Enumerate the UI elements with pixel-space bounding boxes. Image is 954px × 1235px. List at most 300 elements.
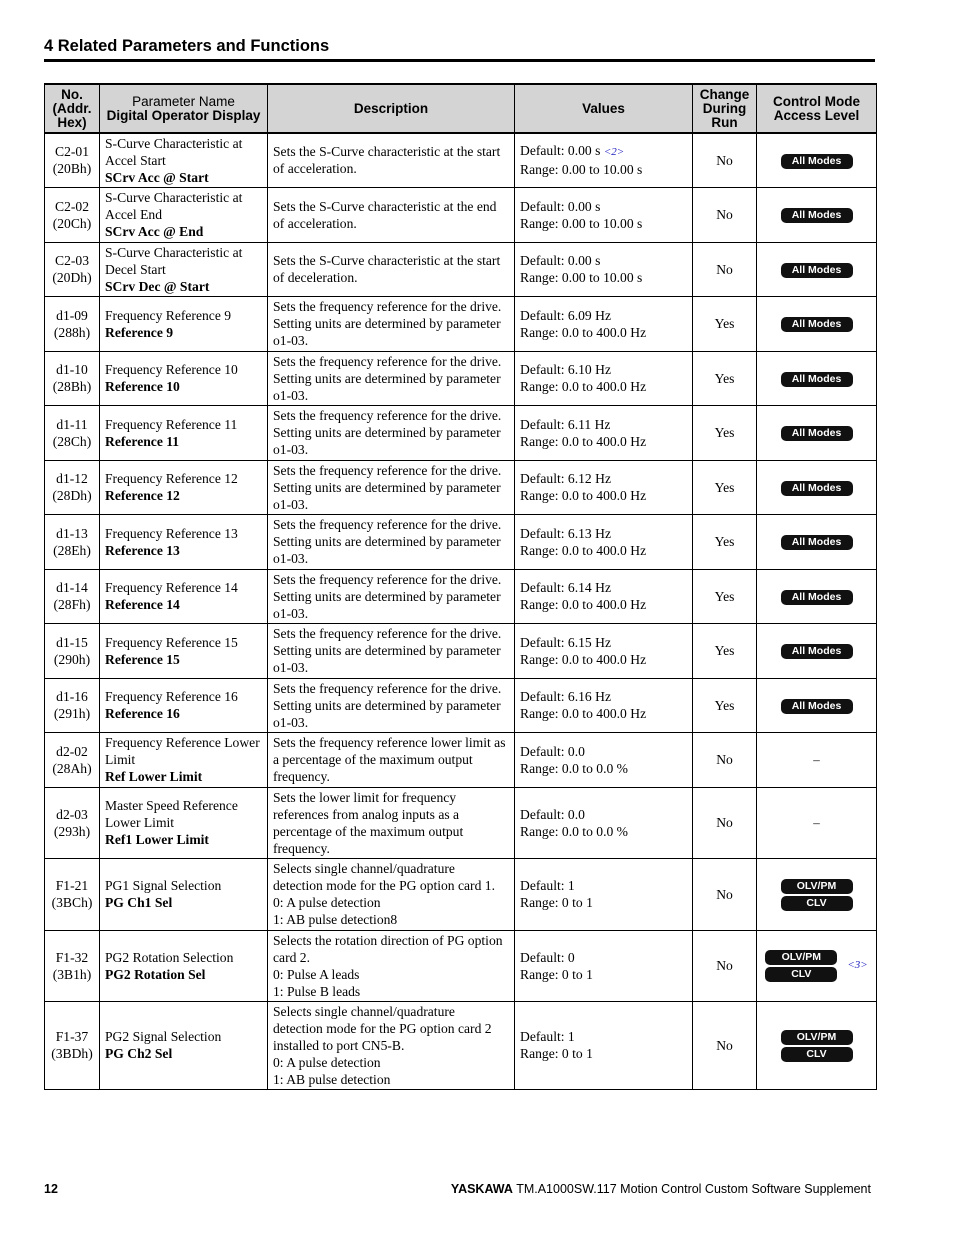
header-rule [44,59,875,62]
control-mode-badge: All Modes [781,481,853,496]
param-name-cell [100,732,268,787]
param-number-cell [45,405,100,460]
description-cell [268,732,515,787]
table-row [45,460,877,514]
description-line: Sets the S-Curve characteristic at the start [273,253,501,268]
param-name: Frequency Reference 9 [105,307,232,323]
description-line: Sets the S-Curve characteristic at the start [273,144,501,160]
description-line: Sets the lower limit for frequency [273,789,457,805]
mode-note-ref-link[interactable]: <3> [847,959,868,971]
param-name: S-Curve Characteristic at [105,190,243,205]
description-line: Sets the frequency reference for the drive. [273,408,502,423]
description-line: Setting units are determined by parameter [273,316,501,331]
change-during-run-cell: No [693,242,757,296]
param-address: (28Bh) [52,379,92,394]
param-number: d1-11 [56,416,88,432]
param-number: d2-03 [56,806,88,822]
description-line: Selects single channel/quadrature [273,1003,455,1019]
col-header-change-during-run: Change During Run [693,84,757,133]
control-mode-cell [757,678,877,732]
description-line: 1: Pulse B leads [273,983,361,999]
param-number: d1-15 [56,634,88,650]
description-line: Sets the frequency reference lower limit as [273,735,506,750]
table-row [45,569,877,623]
change-during-run-cell: Yes [693,405,757,460]
param-number-cell [45,242,100,296]
param-number-cell [45,678,100,732]
default-value: Default: 6.09 Hz [520,307,611,323]
description-line: Sets the frequency reference for the drive. [273,299,502,314]
control-mode-cell [757,296,877,351]
param-number: d1-12 [56,471,88,486]
param-number: d1-09 [56,307,88,323]
param-name: Master Speed Reference [105,798,238,813]
description-line: 1: AB pulse detection8 [273,912,398,927]
control-mode-badge: OLV/PM [765,950,837,965]
table-row [45,405,877,460]
mode-badges [781,589,853,606]
param-name: Decel Start [105,261,166,277]
description-cell [268,1001,515,1089]
default-value: Default: 1 [520,1029,575,1044]
param-number-cell [45,133,100,187]
description-cell [268,133,515,187]
mode-badges [781,425,853,442]
control-mode-badge: All Modes [781,154,853,169]
description-line: percentage of the maximum output [273,823,464,839]
values-cell [515,460,693,514]
description-line: Setting units are determined by parameter [273,425,501,440]
default-value: Default: 0.0 [520,743,585,759]
description-cell [268,405,515,460]
param-name-cell [100,405,268,460]
param-number-cell [45,460,100,514]
table-row [45,514,877,569]
mode-badges [781,534,853,551]
param-address: (20Ch) [52,215,92,231]
control-mode-cell [757,405,877,460]
control-mode-cell [757,787,877,858]
param-name-cell [100,858,268,930]
description-line: frequency. [273,769,330,784]
footer-brand: YASKAWA [450,1182,513,1196]
change-during-run-cell: Yes [693,569,757,623]
param-address: (20Bh) [52,161,92,177]
param-name-cell [100,623,268,678]
range-value: Range: 0.0 to 400.0 Hz [520,488,647,503]
control-mode-badge: All Modes [781,426,853,441]
col-header-control-mode: Control Mode Access Level [757,84,877,133]
description-line: of acceleration. [273,215,357,231]
param-number: d1-10 [56,362,88,377]
mode-badges [781,698,853,715]
param-address: (28Eh) [53,542,91,558]
default-value: Default: 6.13 Hz [520,525,611,541]
param-name-cell [100,678,268,732]
range-value: Range: 0 to 1 [520,966,593,982]
mode-badges [781,262,853,279]
no-mode-dash: – [813,752,820,767]
param-name: Frequency Reference 11 [105,416,238,432]
values-cell [515,1001,693,1089]
range-value: Range: 0.00 to 10.00 s [520,270,643,285]
description-line: Setting units are determined by parameter [273,534,501,549]
param-number: d1-13 [56,525,88,541]
mode-badges [781,643,853,660]
control-mode-cell [757,1001,877,1089]
range-value: Range: 0.0 to 0.0 % [520,823,628,839]
range-value: Range: 0.00 to 10.00 s [520,162,643,178]
change-during-run-cell: Yes [693,460,757,514]
table-row [45,351,877,405]
control-mode-cell [757,623,877,678]
description-line: installed to port CN5-B. [273,1037,405,1053]
default-value: Default: 6.11 Hz [520,416,611,432]
col-header-name: Parameter Name Digital Operator Display [100,84,268,133]
parameter-table [44,83,877,1090]
operator-display: PG Ch2 Sel [105,1046,173,1061]
range-value: Range: 0.00 to 10.00 s [520,215,643,231]
change-during-run-cell: Yes [693,514,757,569]
range-value: Range: 0.0 to 400.0 Hz [520,706,647,721]
default-value: Default: 6.10 Hz [520,362,611,377]
description-line: references from analog inputs as a [273,806,460,822]
control-mode-cell [757,514,877,569]
operator-display: Reference 9 [105,324,174,340]
control-mode-badge: All Modes [781,317,853,332]
param-name-cell [100,351,268,405]
param-name: Frequency Reference 12 [105,471,238,486]
description-line: Selects single channel/quadrature [273,861,455,876]
operator-display: Reference 15 [105,651,180,667]
param-name-cell [100,460,268,514]
description-line: card 2. [273,949,310,965]
param-number: d1-14 [56,580,88,595]
param-name: Frequency Reference 15 [105,634,238,650]
operator-display: PG2 Rotation Sel [105,966,206,982]
table-row [45,187,877,242]
description-line: o1-03. [273,660,309,675]
control-mode-cell [757,930,877,1001]
param-name-cell [100,569,268,623]
param-address: (288h) [53,324,91,340]
change-during-run-cell: Yes [693,623,757,678]
change-during-run-cell: No [693,1001,757,1089]
description-line: Setting units are determined by parameter [273,588,501,604]
param-number: C2-03 [55,253,89,268]
change-during-run-cell: No [693,930,757,1001]
control-mode-badge: All Modes [781,699,853,714]
param-number-cell [45,930,100,1001]
default-value: Default: 1 [520,878,575,893]
default-value: Default: 6.15 Hz [520,634,611,650]
control-mode-badge: All Modes [781,535,853,550]
footer-doc-title: TM.A1000SW.117 Motion Control Custom Software Supplement [516,1182,871,1196]
description-line: detection mode for the PG option card 2 [273,1020,492,1036]
range-value: Range: 0.0 to 400.0 Hz [520,433,647,449]
control-mode-badge: All Modes [781,263,853,278]
param-number: d1-16 [56,689,88,704]
section-title: 4 Related Parameters and Functions [44,37,330,55]
description-line: Sets the frequency reference for the drive. [273,353,502,369]
default-value: Default: 6.16 Hz [520,689,611,704]
values-cell [515,514,693,569]
change-during-run-cell: No [693,858,757,930]
values-cell [515,858,693,930]
default-value: Default: 0.00 s [520,198,601,214]
param-name-cell [100,930,268,1001]
table-row [45,296,877,351]
control-mode-badge: All Modes [781,590,853,605]
param-name-cell [100,242,268,296]
param-name: PG2 Rotation Selection [105,949,234,965]
control-mode-cell [757,460,877,514]
param-name-cell [100,514,268,569]
param-address: (28Fh) [53,597,91,612]
range-value: Range: 0.0 to 0.0 % [520,760,628,776]
table-row [45,623,877,678]
param-number: F1-37 [55,1029,89,1044]
col-header-values: Values [515,84,693,133]
param-number-cell [45,787,100,858]
values-cell [515,187,693,242]
range-value: Range: 0.0 to 400.0 Hz [520,379,647,394]
description-line: of acceleration. [273,161,357,177]
description-line: 0: A pulse detection [273,1054,381,1070]
range-value: Range: 0 to 1 [520,895,593,910]
param-address: (28Ah) [52,760,92,776]
operator-display: Reference 11 [105,433,180,449]
description-line: of deceleration. [273,270,358,285]
default-value: Default: 0.00 s [520,253,601,268]
description-cell [268,187,515,242]
operator-display: SCrv Acc @ Start [105,169,209,185]
param-name-cell [100,1001,268,1089]
operator-display: Reference 12 [105,488,180,503]
table-row [45,858,877,930]
description-line: o1-03. [273,333,309,348]
default-value: Default: 6.14 Hz [520,580,611,595]
description-line: o1-03. [273,605,309,621]
values-cell [515,623,693,678]
description-line: 1: AB pulse detection [273,1071,391,1087]
description-line: o1-03. [273,496,309,512]
description-line: Sets the frequency reference for the drive. [273,626,502,641]
control-mode-badge: All Modes [781,644,853,659]
range-value: Range: 0 to 1 [520,1046,593,1061]
param-name: PG2 Signal Selection [105,1029,222,1044]
description-cell [268,460,515,514]
footer-doc-info [451,1182,871,1196]
description-line: Selects the rotation direction of PG option [273,932,503,948]
operator-display: SCrv Dec @ Start [105,278,210,294]
description-cell [268,787,515,858]
param-number-cell [45,514,100,569]
default-value: Default: 6.12 Hz [520,471,611,486]
param-address: (291h) [53,706,91,721]
change-during-run-cell: No [693,787,757,858]
control-mode-badge: CLV [781,896,853,911]
default-value: Default: 0.0 [520,806,585,822]
param-number-cell [45,351,100,405]
operator-display: Reference 13 [105,542,180,558]
description-cell [268,351,515,405]
param-number: C2-01 [55,144,89,160]
range-value: Range: 0.0 to 400.0 Hz [520,542,647,558]
description-cell [268,623,515,678]
param-address: (20Dh) [52,270,92,285]
param-number: d2-02 [56,743,88,759]
operator-display: Ref1 Lower Limit [105,832,209,847]
control-mode-badge: CLV [765,967,837,982]
no-mode-dash: – [813,815,820,830]
description-line: Setting units are determined by parameter [273,370,501,386]
change-during-run-cell: No [693,133,757,187]
range-value: Range: 0.0 to 400.0 Hz [520,324,647,340]
param-number: C2-02 [55,198,89,214]
description-line: a percentage of the maximum output [273,752,473,767]
default-value: Default: 0.00 s [520,143,601,159]
mode-badges [781,207,853,224]
param-address: (3BDh) [51,1046,93,1061]
description-line: 0: A pulse detection [273,895,381,910]
param-name: Limit [105,752,136,767]
default-value: Default: 0 [520,949,575,965]
description-cell [268,242,515,296]
operator-display: Reference 16 [105,706,180,721]
range-value: Range: 0.0 to 400.0 Hz [520,651,647,667]
param-address: (290h) [53,651,91,667]
description-line: Setting units are determined by parameter [273,479,501,495]
description-line: detection mode for the PG option card 1. [273,878,495,893]
param-name: Frequency Reference 10 [105,362,238,377]
description-cell [268,678,515,732]
control-mode-cell [757,351,877,405]
change-during-run-cell: Yes [693,678,757,732]
mode-badges [781,371,853,388]
change-during-run-cell: No [693,187,757,242]
control-mode-cell [757,242,877,296]
values-cell [515,678,693,732]
param-name-cell [100,296,268,351]
values-cell [515,569,693,623]
control-mode-badge: OLV/PM [781,1030,853,1045]
control-mode-cell [757,133,877,187]
values-cell [515,405,693,460]
param-name: Frequency Reference 16 [105,689,238,704]
description-line: Sets the frequency reference for the drive. [273,680,502,696]
param-name: S-Curve Characteristic at [105,244,243,260]
values-cell [515,133,693,187]
table-header-row [45,84,877,133]
control-mode-badge: All Modes [781,208,853,223]
description-line: Sets the frequency reference for the drive. [273,462,502,478]
param-address: (28Dh) [52,488,92,503]
values-cell [515,930,693,1001]
param-number-cell [45,623,100,678]
description-line: Sets the frequency reference for the drive. [273,571,502,587]
param-name-cell [100,787,268,858]
param-address: (3BCh) [51,895,93,910]
param-name: Frequency Reference 14 [105,580,238,595]
description-cell [268,296,515,351]
mode-badges [765,949,837,983]
col-header-no: No. (Addr. Hex) [45,84,100,133]
description-line: o1-03. [273,714,309,730]
table-row [45,1001,877,1089]
note-ref-link[interactable]: <2> [603,146,625,159]
table-row [45,242,877,296]
control-mode-badge: OLV/PM [781,879,853,894]
param-number-cell [45,1001,100,1089]
param-address: (3B1h) [52,966,92,982]
description-line: o1-03. [273,442,309,457]
operator-display: SCrv Acc @ End [105,224,204,239]
param-number-cell [45,296,100,351]
control-mode-cell [757,732,877,787]
param-name: Frequency Reference Lower [105,735,260,750]
param-name-cell [100,133,268,187]
col-header-description: Description [268,84,515,133]
operator-display: Ref Lower Limit [105,769,203,784]
change-during-run-cell: Yes [693,296,757,351]
operator-display: Reference 10 [105,379,180,394]
description-line: Sets the frequency reference for the drive. [273,517,502,532]
mode-badges [781,316,853,333]
page-number: 12 [44,1182,58,1196]
param-name: PG1 Signal Selection [105,878,222,893]
mode-badges [781,480,853,497]
description-line: o1-03. [273,551,309,566]
param-number-cell [45,569,100,623]
param-number-cell [45,732,100,787]
description-line: Setting units are determined by parameter [273,697,501,713]
param-name: Accel Start [105,152,166,168]
description-line: 0: Pulse A leads [273,966,360,982]
description-cell [268,569,515,623]
param-name: Frequency Reference 13 [105,525,238,541]
control-mode-cell [757,569,877,623]
values-cell [515,296,693,351]
change-during-run-cell: No [693,732,757,787]
param-number: F1-21 [55,878,89,893]
operator-display: Reference 14 [105,597,180,612]
mode-badges [781,878,853,912]
description-line: o1-03. [273,387,309,403]
mode-badges [781,153,853,170]
table-row [45,787,877,858]
description-cell [268,514,515,569]
description-line: Setting units are determined by parameter [273,643,501,658]
description-line: Sets the S-Curve characteristic at the end [273,198,497,214]
param-address: (293h) [53,823,91,839]
values-cell [515,351,693,405]
values-cell [515,787,693,858]
control-mode-cell [757,858,877,930]
control-mode-badge: CLV [781,1047,853,1062]
param-number: F1-32 [55,949,89,965]
description-cell [268,930,515,1001]
table-row [45,678,877,732]
table-row [45,133,877,187]
param-number-cell [45,858,100,930]
values-cell [515,242,693,296]
change-during-run-cell: Yes [693,351,757,405]
control-mode-badge: All Modes [781,372,853,387]
param-name: Accel End [105,207,162,222]
operator-display: PG Ch1 Sel [105,895,173,910]
values-cell [515,732,693,787]
